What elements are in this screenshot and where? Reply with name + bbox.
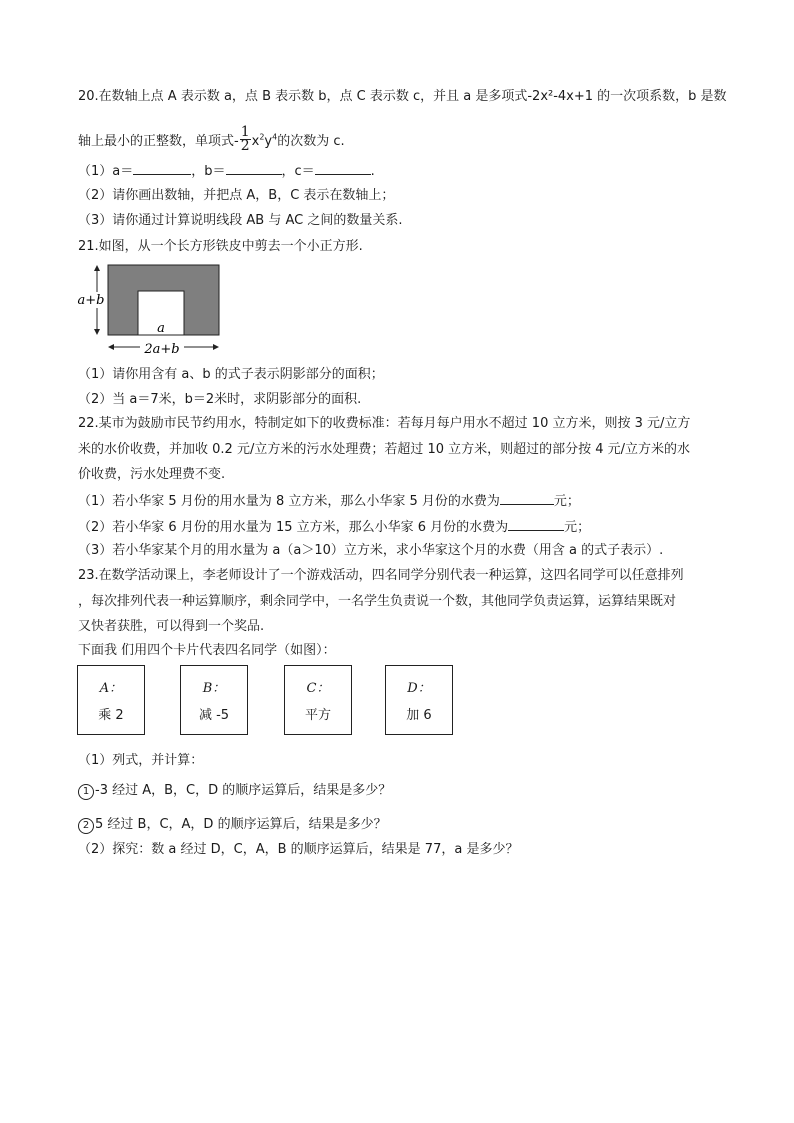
q23-line2: ，每次排列代表一种运算顺序，剩余同学中，一名学生负责说一个数，其他同学负责运算，运算结果既对 — [78, 594, 677, 609]
q20-line2-pre: 轴上最小的正整数，单项式- — [78, 134, 239, 149]
q20-line2 — [78, 124, 345, 155]
answer-blank-b[interactable] — [226, 161, 282, 175]
q20-line1: 20.在数轴上点 A 表示数 a，点 B 表示数 b，点 C 表示数 c，并且 a 是多项式-2x²-4x+1 的一次项系数，b 是数 — [78, 89, 727, 104]
q23-item2: 2 5 经过 B，C，A，D 的顺序运算后，结果是多少？ — [78, 816, 387, 834]
q20-line2-post: 的次数为 c. — [277, 134, 345, 149]
q20-sub2: （2）请你画出数轴，并把点 A，B，C 表示在数轴上； — [78, 188, 395, 203]
q22-sub3: （3）若小华家某个月的用水量为 a（a＞10）立方米，求小华家这个月的水费（用含 a 的式子表示）. — [78, 543, 664, 558]
arrowhead-down-icon — [94, 329, 100, 335]
q21-title: 21.如图，从一个长方形铁皮中剪去一个小正方形. — [78, 239, 363, 254]
q23-line4: 下面我 们用四个卡片代表四名同学（如图）： — [78, 643, 336, 658]
q22-line1: 22.某市为鼓励市民节约用水，特制定如下的收费标准：若每月每户用水不超过 10 立方米，则按 3 元/立方 — [78, 416, 691, 431]
q22-sub2: （2）若小华家 6 月份的用水量为 15 立方米，那么小华家 6 月份的水费为 元； — [78, 517, 590, 537]
bottom-label: 2a+b — [144, 342, 180, 357]
q21-sub2: （2）当 a＝7米，b＝2米时，求阴影部分的面积. — [78, 392, 362, 407]
q22-sub1: （1）若小华家 5 月份的用水量为 8 立方米，那么小华家 5 月份的水费为 元； — [78, 491, 580, 511]
answer-blank-c[interactable] — [315, 161, 371, 175]
card-b — [180, 665, 248, 735]
card-operation: 平方 — [304, 708, 331, 723]
inner-label: a — [157, 321, 165, 336]
card-letter: B： — [202, 681, 226, 696]
q21-figure — [70, 258, 230, 364]
answer-blank-may-fee[interactable] — [500, 491, 554, 505]
card-a — [77, 665, 145, 735]
q23-line3: 又快者获胜，可以得到一个奖品. — [78, 619, 265, 634]
arrowhead-left-icon — [108, 344, 114, 350]
q22-line3: 价收费，污水处理费不变. — [78, 467, 226, 482]
q23-item1: 1 -3 经过 A，B，C，D 的顺序运算后，结果是多少？ — [78, 782, 391, 800]
answer-blank-a[interactable] — [133, 161, 191, 175]
card-letter: D： — [407, 681, 431, 696]
circled-one-icon: 1 — [78, 784, 94, 800]
side-label: a+b — [77, 293, 105, 308]
card-letter: C： — [306, 681, 330, 696]
q20-sub3: （3）请你通过计算说明线段 AB 与 AC 之间的数量关系. — [78, 213, 403, 228]
card-operation: 乘 2 — [98, 708, 124, 723]
arrowhead-right-icon — [213, 344, 219, 350]
card-letter: A： — [99, 681, 123, 696]
monomial: $x^2y^4$ — [251, 132, 278, 149]
card-c — [284, 665, 352, 735]
card-operation: 减 -5 — [198, 708, 230, 723]
q23-sub2: （2）探究：数 a 经过 D，C，A，B 的顺序运算后，结果是 77，a 是多少？ — [78, 842, 519, 857]
q20-sub1: （1）a＝ ，b＝ ，c＝ . — [78, 161, 375, 181]
q23-line1: 23.在数学活动课上，李老师设计了一个游戏活动，四名同学分别代表一种运算，这四名同学可以任意排列 — [78, 568, 684, 583]
q21-sub1: （1）请你用含有 a、b 的式子表示阴影部分的面积； — [78, 367, 384, 382]
card-d — [385, 665, 453, 735]
q23-sub1: （1）列式，并计算： — [78, 753, 204, 768]
circled-two-icon: 2 — [78, 818, 94, 834]
q22-line2: 米的水价收费，并加收 0.2 元/立方米的污水处理费；若超过 10 立方米，则超过的部分按 4 元/立方米的水 — [78, 442, 691, 457]
arrowhead-up-icon — [94, 265, 100, 271]
card-operation: 加 6 — [406, 708, 432, 723]
answer-blank-june-fee[interactable] — [508, 517, 564, 531]
one-half-fraction: $\frac{1}{2}$ — [240, 124, 250, 154]
